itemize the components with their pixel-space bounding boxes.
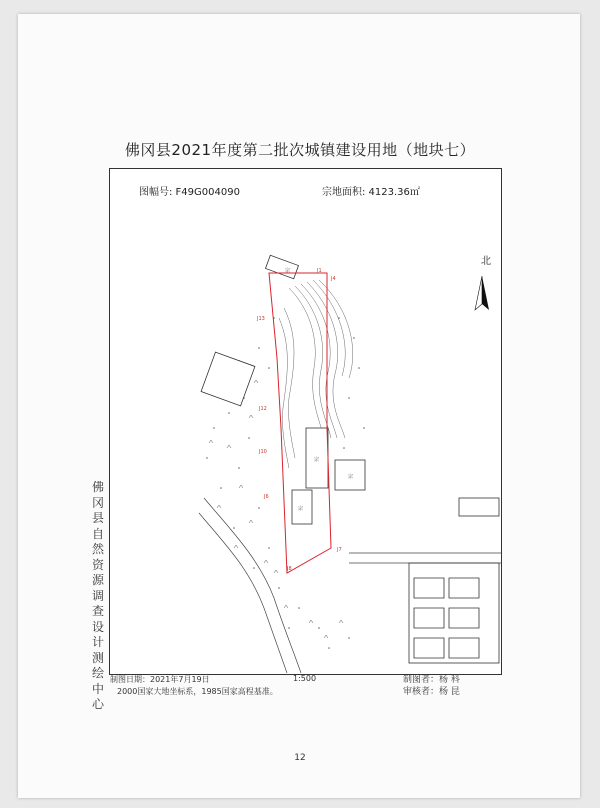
coordinate-system: 2000国家大地坐标系，1985国家高程基准。 — [117, 687, 278, 696]
north-arrow-icon — [475, 276, 489, 310]
surveyor-organization: 佛冈县自然资源调查设计测绘中心 — [91, 480, 104, 711]
map-label: 宗 — [298, 506, 304, 512]
map-label: 宗 — [314, 457, 320, 463]
boundary-point-label: J8 — [287, 566, 292, 572]
boundary-point-label: J13 — [257, 316, 265, 322]
topographic-map — [109, 168, 502, 675]
sheet-number: 图幅号: F49G004090 — [139, 187, 240, 198]
map-checker: 审核者：杨 昆 — [403, 687, 460, 697]
boundary-point-label: J10 — [259, 449, 267, 455]
boundary-point-label: J12 — [259, 406, 267, 412]
building-west — [201, 352, 255, 406]
map-scale: 1:500 — [293, 674, 317, 683]
map-label: 宗 — [285, 268, 291, 274]
building-north — [266, 255, 299, 278]
parcel-boundary — [269, 273, 331, 573]
map-maker: 制图者：杨 科 — [403, 675, 460, 685]
map-title: 佛冈县2021年度第二批次城镇建设用地（地块七） — [124, 141, 476, 159]
north-label: 北 — [481, 256, 491, 267]
building-far-east — [459, 498, 499, 516]
boundary-point-label: J7 — [337, 547, 342, 553]
parcel-area: 宗地面积: 4123.36㎡ — [322, 187, 420, 198]
page-number: 12 — [294, 753, 306, 763]
map-date: 制图日期：2021年7月19日 — [110, 675, 210, 684]
map-label: 宗 — [348, 474, 354, 480]
boundary-point-label: J6 — [264, 494, 269, 500]
buildings — [201, 255, 499, 663]
road — [199, 498, 501, 673]
boundary-point-label: J4 — [331, 276, 336, 282]
boundary-point-label: J1 — [317, 268, 322, 274]
